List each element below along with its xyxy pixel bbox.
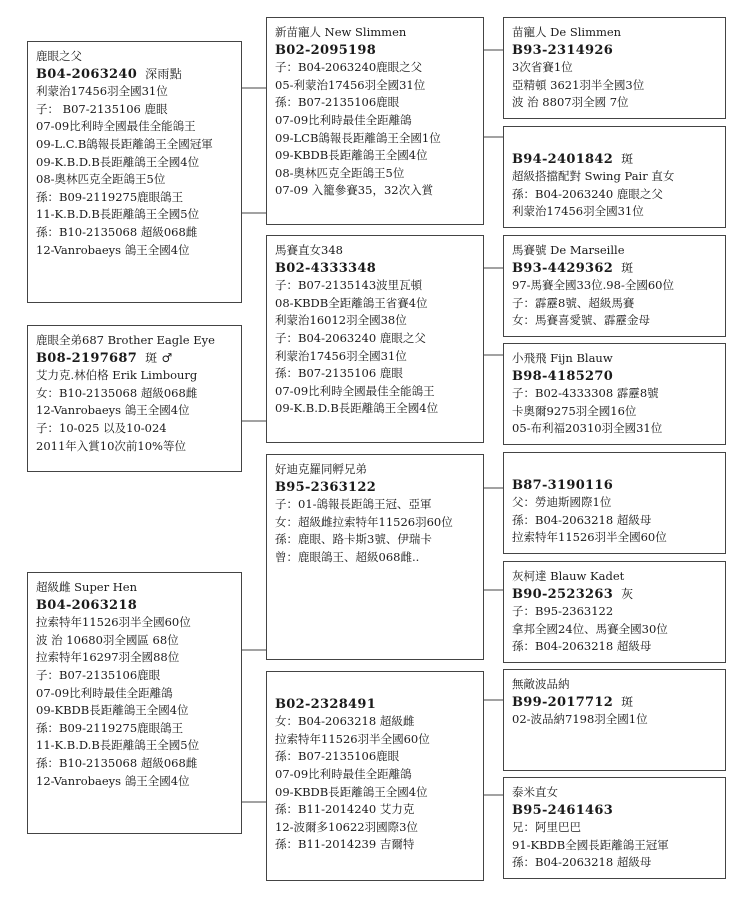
- ring-number: [36, 350, 233, 368]
- info-line-text: 孫：B07-2135106鹿眼: [275, 749, 400, 764]
- info-line: [275, 461, 475, 479]
- info-line-text: 07-09比利時最佳全距離鴿: [36, 685, 173, 700]
- info-line-text: 09-K.B.D.B長距離鴿王全國4位: [36, 154, 200, 169]
- pedigree-box-dam-dam: [266, 671, 484, 881]
- info-line: [275, 819, 475, 837]
- ring-number: [36, 66, 233, 84]
- pedigree-box-dam-sire: [266, 454, 484, 660]
- info-line-text: 孫：B04-2063218 超級母: [512, 512, 652, 527]
- ring-number-text: B08-2197687: [36, 350, 138, 366]
- info-line: [36, 702, 233, 720]
- info-line: [275, 678, 475, 696]
- info-line: [512, 403, 717, 421]
- ring-number-text: B94-2401842: [512, 151, 614, 167]
- info-line-text: 11-K.B.D.B長距離鴿王全國5位: [36, 738, 200, 753]
- info-line: [275, 330, 475, 348]
- info-line: [36, 614, 233, 632]
- ring-suffix: 灰: [621, 586, 634, 601]
- ring-number: [512, 42, 717, 60]
- info-line-text: 泰米直女: [512, 785, 558, 799]
- info-line: [36, 154, 233, 172]
- info-line-text: 拉索特年11526羽半全國60位: [275, 731, 430, 746]
- info-line-text: 子：B04-2063240 鹿眼之父: [275, 330, 426, 345]
- info-line-text: 新苗寵人 New Slimmen: [275, 25, 407, 39]
- info-line: [512, 350, 717, 368]
- info-line-text: 鹿眼之父: [36, 49, 82, 63]
- info-line: [36, 649, 233, 667]
- info-line: [36, 438, 233, 456]
- info-line: [275, 147, 475, 165]
- info-line-text: 12-Vanrobaeys 鴿王全國4位: [36, 242, 190, 257]
- info-line: [275, 295, 475, 313]
- info-line-text: 孫：B07-2135106 鹿眼: [275, 366, 403, 381]
- info-line: [36, 48, 233, 66]
- info-line: [36, 242, 233, 260]
- info-line: [512, 77, 717, 95]
- info-line-text: 09-K.B.D.B長距離鴿王全國4位: [275, 401, 439, 416]
- info-line: [512, 242, 717, 260]
- info-line: [275, 242, 475, 260]
- info-line: [275, 24, 475, 42]
- info-line-text: 08-奧林匹克全距鴿王5位: [36, 172, 166, 187]
- ring-number-text: B87-3190116: [512, 477, 614, 493]
- info-line-text: 女：馬賽喜愛號、霹靂金母: [512, 313, 650, 328]
- info-line-text: 兄：阿里巴巴: [512, 820, 581, 835]
- ring-suffix: 斑: [621, 694, 634, 709]
- info-line: [275, 784, 475, 802]
- info-line: [36, 171, 233, 189]
- info-line: [512, 277, 717, 295]
- pedigree-box-ggp-4: [503, 343, 726, 445]
- info-line: [512, 459, 717, 477]
- ring-number-text: B90-2523263: [512, 586, 614, 602]
- info-line: [36, 367, 233, 385]
- info-line: [512, 529, 717, 547]
- ring-number-text: B99-2017712: [512, 694, 614, 710]
- info-line: [36, 206, 233, 224]
- info-line: [275, 496, 475, 514]
- info-line: [36, 755, 233, 773]
- info-line-text: 孫：B11-2014239 吉爾特: [275, 837, 415, 852]
- ring-number: [512, 151, 717, 169]
- info-line: [36, 332, 233, 350]
- info-line: [36, 632, 233, 650]
- info-line-text: 亞精頓 3621羽半全國3位: [512, 77, 645, 92]
- info-line-text: 09-KBDB長距離鴿王全國4位: [275, 148, 428, 163]
- info-line-text: 灰柯達 Blauw Kadet: [512, 569, 625, 583]
- info-line: [275, 713, 475, 731]
- info-line: [36, 579, 233, 597]
- info-line: [36, 667, 233, 685]
- info-line: [512, 24, 717, 42]
- info-line-text: 拉索特年16297羽全國88位: [36, 650, 180, 665]
- info-line: [512, 819, 717, 837]
- info-line-text: 好迪克羅同孵兄弟: [275, 462, 367, 476]
- info-line-text: 孫：B04-2063240 鹿眼之父: [512, 186, 663, 201]
- info-line: [512, 494, 717, 512]
- info-line-text: 2011年入賞10次前10%等位: [36, 438, 186, 453]
- info-line: [36, 720, 233, 738]
- info-line-text: 拉索特年11526羽半全國60位: [36, 615, 191, 630]
- ring-suffix: 斑 ♂: [145, 350, 173, 365]
- info-line: [275, 766, 475, 784]
- info-line: [36, 83, 233, 101]
- info-line: [512, 711, 717, 729]
- ring-number: [512, 260, 717, 278]
- info-line-text: 父：勞迪斯國際1位: [512, 495, 612, 510]
- ring-number-text: B95-2461463: [512, 802, 614, 818]
- info-line: [36, 189, 233, 207]
- info-line-text: 艾力克.林伯格 Erik Limbourg: [36, 368, 198, 383]
- info-line: [512, 312, 717, 330]
- info-line-text: 08-KBDB全距離鴿王省賽4位: [275, 295, 428, 310]
- ring-number: [275, 42, 475, 60]
- info-line: [512, 59, 717, 77]
- info-line-text: 07-09比利時最佳全距離鴿: [275, 112, 412, 127]
- info-line: [275, 165, 475, 183]
- info-line: [275, 531, 475, 549]
- info-line-text: 超級雌 Super Hen: [36, 580, 138, 594]
- info-line: [275, 514, 475, 532]
- info-line: [275, 130, 475, 148]
- info-line-text: 小飛飛 Fijn Blauw: [512, 351, 613, 365]
- ring-number-text: B02-2095198: [275, 42, 377, 58]
- info-line-text: 女：超級雌拉索特年11526羽60位: [275, 514, 453, 529]
- info-line: [512, 385, 717, 403]
- info-line-text: 子：01-鴿報長距鴿王冠、亞軍: [275, 497, 432, 512]
- info-line-text: 02-波品納7198羽全國1位: [512, 712, 648, 727]
- pedigree-box-ggp-8: [503, 777, 726, 879]
- info-line-text: 09-KBDB長距離鴿王全國4位: [275, 784, 428, 799]
- info-line: [512, 603, 717, 621]
- info-line-text: 孫：B11-2014240 艾力克: [275, 802, 415, 817]
- info-line-text: 馬賽號 De Marseille: [512, 243, 625, 257]
- pedigree-box-dam: [27, 572, 242, 834]
- info-line-text: 子： B07-2135106 鹿眼: [36, 101, 168, 116]
- info-line-text: 無敵波品納: [512, 677, 570, 691]
- pedigree-box-ggp-7: [503, 669, 726, 771]
- info-line: [36, 402, 233, 420]
- ring-number-text: B93-2314926: [512, 42, 614, 58]
- info-line-text: 91-KBDB全國長距離鴿王冠軍: [512, 837, 669, 852]
- info-line-text: 超級搭擋配對 Swing Pair 直女: [512, 169, 675, 184]
- info-line-text: 苗寵人 De Slimmen: [512, 25, 622, 39]
- ring-suffix: 斑: [621, 260, 634, 275]
- ring-number-text: B04-2063218: [36, 597, 138, 613]
- ring-number: [275, 260, 475, 278]
- pedigree-box-sire: [27, 41, 242, 303]
- info-line-text: 孫：B10-2135068 超級068雌: [36, 224, 198, 239]
- info-line: [275, 748, 475, 766]
- ring-suffix: 深雨點: [145, 66, 182, 81]
- info-line: [512, 420, 717, 438]
- info-line-text: 子：B95-2363122: [512, 604, 614, 619]
- info-line-text: 05-布利福20310羽全國31位: [512, 421, 663, 436]
- info-line: [275, 59, 475, 77]
- info-line: [275, 112, 475, 130]
- ring-number-text: B04-2063240: [36, 66, 138, 82]
- pedigree-box-sire-sire: [266, 17, 484, 225]
- pedigree-box-ggp-1: [503, 17, 726, 119]
- info-line: [36, 101, 233, 119]
- info-line-text: 孫：鹿眼、路卡斯3號、伊瑞卡: [275, 532, 432, 547]
- pedigree-box-ggp-5: [503, 452, 726, 554]
- info-line-text: 07-09比利時最佳全距離鴿: [275, 766, 412, 781]
- ring-number-text: B98-4185270: [512, 368, 614, 384]
- info-line: [36, 685, 233, 703]
- info-line-text: 鹿眼全弟687 Brother Eagle Eye: [36, 333, 215, 347]
- info-line-text: 孫：B09-2119275鹿眼鴿王: [36, 189, 184, 204]
- info-line: [275, 383, 475, 401]
- info-line: [512, 784, 717, 802]
- info-line-text: 05-利蒙治17456羽全國31位: [275, 77, 426, 92]
- ring-number-text: B02-4333348: [275, 260, 377, 276]
- info-line-text: 07-09比利時全國最佳全能鴿王: [275, 383, 435, 398]
- info-line-text: 子：霹靂8號、超級馬賽: [512, 295, 635, 310]
- ring-number: [512, 368, 717, 386]
- info-line: [275, 400, 475, 418]
- ring-number: [275, 479, 475, 497]
- info-line: [275, 312, 475, 330]
- info-line: [512, 94, 717, 112]
- info-line-text: 拿邦全國24位、馬賽全國30位: [512, 621, 668, 636]
- ring-number: [512, 586, 717, 604]
- info-line-text: 09-LCB鴿報長距離鴿王全國1位: [275, 130, 441, 145]
- info-line: [512, 837, 717, 855]
- info-line: [512, 295, 717, 313]
- ring-suffix: 斑: [621, 151, 634, 166]
- info-line: [36, 118, 233, 136]
- info-line: [36, 737, 233, 755]
- ring-number: [512, 694, 717, 712]
- info-line-text: 07-09 入籠參賽35，32次入賞: [275, 183, 434, 198]
- info-line-text: 孫：B10-2135068 超級068雌: [36, 755, 198, 770]
- info-line: [512, 621, 717, 639]
- pedigree-box-main-bird: [27, 325, 242, 472]
- info-line: [512, 638, 717, 656]
- info-line-text: 馬賽直女348: [275, 243, 343, 257]
- info-line-text: 子：B07-2135143波里瓦頓: [275, 278, 423, 293]
- info-line: [275, 277, 475, 295]
- info-line: [275, 94, 475, 112]
- info-line-text: 11-K.B.D.B長距離鴿王全國5位: [36, 207, 200, 222]
- info-line-text: 利蒙治16012羽全國38位: [275, 313, 407, 328]
- pedigree-box-ggp-2: [503, 126, 726, 228]
- ring-number: [36, 597, 233, 615]
- ring-number-text: B02-2328491: [275, 696, 377, 712]
- info-line-text: 利蒙治17456羽全國31位: [275, 348, 407, 363]
- info-line-text: 3次省賽1位: [512, 60, 573, 75]
- info-line-text: 97-馬賽全國33位.98-全國60位: [512, 278, 674, 293]
- info-line-text: 子：B07-2135106鹿眼: [36, 667, 161, 682]
- info-line-text: 子：B02-4333308 霹靂8號: [512, 386, 659, 401]
- info-line-text: 子：10-025 以及10-024: [36, 420, 167, 435]
- pedigree-box-ggp-6: [503, 561, 726, 663]
- info-line: [512, 568, 717, 586]
- info-line-text: 孫：B09-2119275鹿眼鴿王: [36, 720, 184, 735]
- info-line-text: 曾：鹿眼鴿王、超級068雌..: [275, 549, 420, 564]
- info-line-text: 拉索特年11526羽半全國60位: [512, 530, 667, 545]
- pedigree-box-ggp-3: [503, 235, 726, 337]
- info-line-text: 女：B10-2135068 超級068雌: [36, 385, 198, 400]
- info-line-text: 08-奧林匹克全距鴿王5位: [275, 165, 405, 180]
- info-line: [275, 549, 475, 567]
- info-line: [512, 133, 717, 151]
- info-line: [512, 854, 717, 872]
- ring-number-text: B93-4429362: [512, 260, 614, 276]
- info-line: [275, 731, 475, 749]
- info-line: [275, 836, 475, 854]
- info-line: [275, 348, 475, 366]
- ring-number: [512, 477, 717, 495]
- info-line-text: 09-L.C.B鴿報長距離鴿王全國冠軍: [36, 136, 213, 151]
- ring-number: [512, 802, 717, 820]
- info-line-text: 07-09比利時全國最佳全能鴿王: [36, 119, 196, 134]
- info-line: [36, 420, 233, 438]
- info-line-text: 12-Vanrobaeys 鴿王全國4位: [36, 403, 190, 418]
- info-line: [512, 168, 717, 186]
- info-line: [275, 365, 475, 383]
- info-line: [512, 512, 717, 530]
- info-line: [36, 773, 233, 791]
- info-line-text: 卡奧爾9275羽全國16位: [512, 403, 637, 418]
- info-line-text: 利蒙治17456羽全國31位: [512, 204, 644, 219]
- info-line-text: 利蒙治17456羽全國31位: [36, 84, 168, 99]
- info-line-text: 孫：B04-2063218 超級母: [512, 855, 652, 870]
- info-line-text: 孫：B04-2063218 超級母: [512, 639, 652, 654]
- info-line-text: 孫：B07-2135106鹿眼: [275, 95, 400, 110]
- ring-number: [275, 696, 475, 714]
- info-line: [512, 676, 717, 694]
- info-line: [36, 136, 233, 154]
- info-line: [275, 77, 475, 95]
- info-line-text: 子：B04-2063240鹿眼之父: [275, 60, 423, 75]
- info-line-text: 波 治 10680羽全國區 68位: [36, 632, 179, 647]
- pedigree-box-sire-dam: [266, 235, 484, 443]
- info-line: [512, 186, 717, 204]
- info-line: [36, 224, 233, 242]
- info-line: [36, 385, 233, 403]
- ring-number-text: B95-2363122: [275, 479, 377, 495]
- info-line-text: 12-Vanrobaeys 鴿王全國4位: [36, 773, 190, 788]
- info-line: [275, 801, 475, 819]
- info-line: [512, 203, 717, 221]
- info-line-text: 12-波爾多10622羽國際3位: [275, 819, 418, 834]
- info-line-text: 09-KBDB長距離鴿王全國4位: [36, 703, 189, 718]
- info-line-text: 波 治 8807羽全國 7位: [512, 95, 629, 110]
- info-line-text: 女：B04-2063218 超級雌: [275, 714, 415, 729]
- info-line: [275, 182, 475, 200]
